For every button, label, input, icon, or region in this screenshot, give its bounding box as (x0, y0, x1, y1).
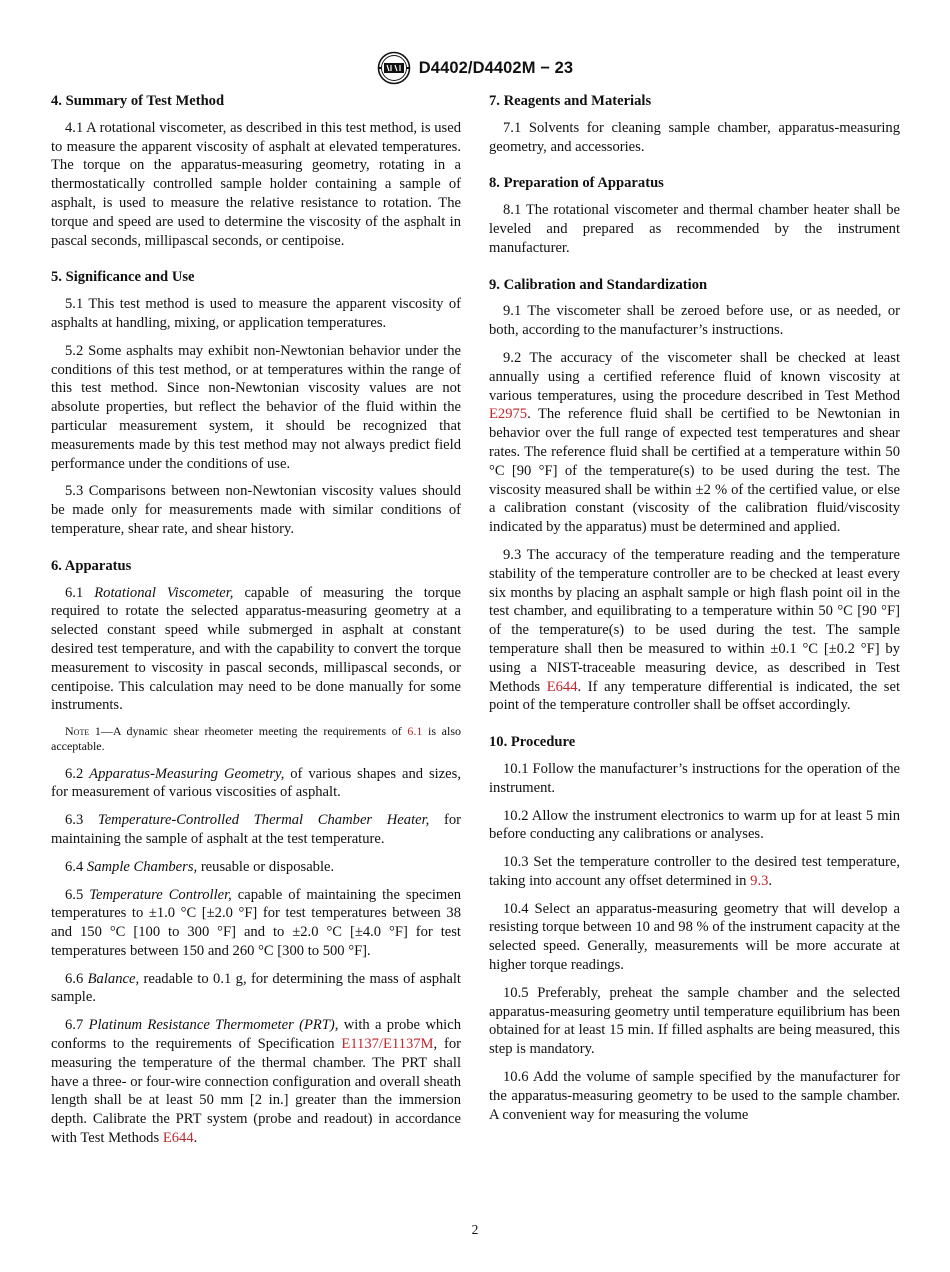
paragraph: 10.6 Add the volume of sample specified by the manufacturer for the apparatus-measuring geometry to be used to the sample chamber. A convenient way for measuring the volume (489, 1069, 900, 1123)
defined-term: Sample Chambers, (86, 858, 198, 875)
paragraph-text: . (193, 1130, 198, 1147)
paragraph (51, 886, 461, 961)
paragraph: 10.5 Preferably, preheat the sample chamber and the selected apparatus-measuring geometry until temperature equilibrium has been obtained for at least 15 min. If filled asphalts are being measured, this step is mandatory. (489, 984, 900, 1058)
defined-term: Platinum Resistance Thermometer (PRT), (88, 1017, 339, 1034)
section-title: 10. Procedure (489, 734, 576, 751)
paragraph: 5.2 Some asphalts may exhibit non-Newtonian behavior under the conditions of this test method, or at temperatures within the range of this test method. Since non-Newtonian viscosity values are not absolute properties, but reflect the behavior of the fluid within the particular measurement system, it should be recognized that measurements made by this test method may not always predict field performance under the conditions of use. (51, 342, 461, 472)
note-label: Note (65, 724, 90, 739)
section-title: 4. Summary of Test Method (51, 93, 225, 109)
paragraph-text: 9.2 The accuracy of the viscometer shall be checked at least annually using a certified reference fluid of known viscosity at various temperatures, using the procedure described in Test Method (489, 349, 900, 404)
paragraph: 10.1 Follow the manufacturer’s instructions for the operation of the instrument. (489, 760, 900, 796)
right-column (489, 92, 900, 1133)
note-text: 1—A dynamic shear rheometer meeting the requirements of (89, 724, 408, 739)
section-title: 8. Preparation of Apparatus (489, 175, 664, 192)
paragraph-number: 6.7 (65, 1017, 84, 1034)
page-number: 2 (471, 1222, 479, 1237)
paragraph-text: for maintaining the sample of asphalt at the test temperature. (51, 812, 461, 847)
paragraph: 9.1 The viscometer shall be zeroed before use, or as needed, or both, according to the manufacturer’s instructions. (489, 303, 900, 339)
paragraph: 10.4 Select an apparatus-measuring geometry that will develop a resisting torque between 10 and 98 % of the instrument capacity at the selected speed. Generally, measurements will be more accurate at higher torque readings. (489, 900, 900, 974)
paragraph: 7.1 Solvents for cleaning sample chamber, apparatus-measuring geometry, and accessories. (489, 119, 900, 155)
paragraph: 10.2 Allow the instrument electronics to warm up for at least 5 min before conducting any calibrations or analyses. (489, 807, 900, 843)
paragraph (51, 858, 461, 877)
paragraph (51, 584, 461, 716)
astm-logo-icon (377, 51, 411, 85)
paragraph (489, 853, 900, 891)
paragraph: 8.1 The rotational viscometer and thermal chamber heater shall be leveled and prepared as recommended by the instrument manufacturer. (489, 202, 900, 256)
paragraph-number: 6.3 (65, 812, 84, 829)
defined-term: Temperature-Controlled Thermal Chamber Heater, (97, 812, 430, 829)
paragraph-text: , for measuring the temperature of the thermal chamber. The PRT shall have a three- or four-wire connection configuration and overall sheath length shall be at least 50 mm [2 in.] greater than the immersion depth. Calibrate the PRT system (probe and readout) in accordance with Test Methods (51, 1036, 461, 1147)
paragraph-text: . (768, 872, 773, 889)
defined-term: Rotational Viscometer, (94, 584, 234, 601)
paragraph-text: reusable or disposable. (197, 858, 335, 875)
standard-designation: D4402/D4402M − 23 (418, 58, 574, 77)
paragraph: 4.1 A rotational viscometer, as described in this test method, is used to measure the apparent viscosity of asphalt at elevated temperatures. The torque on the apparatus-measuring geometry, rotating in a thermostatically controlled sample holder containing a sample of asphalt, is used to measure the relative resistance to rotation. The torque and speed are used to determine the viscosity of the asphalt in pascal seconds, millipascal seconds, or centipoise. (51, 119, 461, 249)
section-title: 5. Significance and Use (51, 269, 195, 286)
paragraph-number: 6.4 (65, 858, 84, 875)
paragraph-number: 6.6 (65, 970, 84, 987)
paragraph-text: capable of maintaining the specimen temperatures to ±1.0 °C [±2.0 °F] for test temperatures between 38 and 150 °C [100 to 300 °F] and to ±2.0 °C [±4.0 °F] for test temperatures between 150 and 260 °C [300 to 500 °F]. (51, 886, 461, 959)
paragraph: 5.1 This test method is used to measure the apparent viscosity of asphalts at handling, mixing, or application temperatures. (51, 296, 461, 331)
paragraph (51, 765, 461, 803)
paragraph (51, 970, 461, 1008)
cross-reference-link[interactable]: E644 (546, 678, 578, 695)
paragraph-number: 6.1 (65, 584, 84, 601)
section-title: 7. Reagents and Materials (489, 93, 652, 109)
cross-reference-link[interactable]: E644 (162, 1130, 194, 1147)
paragraph (51, 1016, 461, 1148)
note-text: is also acceptable. (51, 724, 462, 754)
paragraph (51, 811, 461, 849)
cross-reference-link[interactable]: 6.1 (407, 724, 423, 739)
defined-term: Apparatus-Measuring Geometry, (89, 765, 285, 782)
paragraph-text: . The reference fluid shall be certified to be Newtonian in behavior over the full range of expected test temperatures and shear rates. The reference fluid shall be certified at a temperature within 50 °C [90 °F] of the temperature(s) to be used during the test. The viscosity measured shall be within ±2 % of the certified value, or else a calibration constant (viscosity of the calibration fluid/viscosity indicated by the apparatus) must be determined and applied. (489, 406, 900, 536)
paragraph-text: 10.3 Set the temperature controller to the desired test temperature, taking into account any offset determined in (489, 854, 900, 889)
paragraph-number: 6.5 (65, 886, 84, 903)
paragraph-text: 9.3 The accuracy of the temperature reading and the temperature stability of the temperature controller are to be checked at least every six months by placing an asphalt sample or high flash point oil in the test chamber, and equilibrating to a temperature within 50 °C [90 °F] of the temperature(s) to be used during the test. The sample temperature shall then be measured to within ±0.1 °C [±0.2 °F] by using a NIST-traceable measuring device, as described in Test Methods (489, 546, 900, 695)
page-header (0, 50, 950, 86)
paragraph-text: . If any temperature differential is indicated, the set point of the temperature controller shall be offset accordingly. (489, 678, 901, 714)
paragraph (489, 349, 900, 537)
left-column (51, 92, 461, 1157)
cross-reference-link[interactable]: 9.3 (750, 872, 769, 889)
paragraph-text: of various shapes and sizes, for measurement of various viscosities of asphalt. (51, 765, 461, 801)
note (51, 724, 461, 754)
cross-reference-link[interactable]: E2975 (489, 406, 528, 423)
defined-term: Balance, (87, 970, 140, 987)
paragraph-number: 6.2 (65, 765, 84, 782)
paragraph: 5.3 Comparisons between non-Newtonian viscosity values should be made only for measurements made with similar conditions of temperature, shear rate, and shear history. (51, 483, 461, 537)
paragraph-text: readable to 0.1 g, for determining the mass of asphalt sample. (51, 970, 461, 1006)
paragraph-text: with a probe which conforms to the requirements of Specification (51, 1017, 461, 1053)
paragraph-text: capable of measuring the torque required to rotate the selected apparatus-measuring geometry at a selected constant speed while submerged in asphalt at constant desired test temperature, and with the capability to convert the torque measurement to viscosity in pascal seconds, millipascal seconds, or centipoise. This calculation may need to be done manually for some instruments. (51, 584, 461, 714)
defined-term: Temperature Controller, (89, 886, 232, 903)
paragraph (489, 546, 900, 715)
section-title: 9. Calibration and Standardization (489, 276, 708, 293)
cross-reference-link[interactable]: E1137/E1137M (341, 1036, 434, 1053)
section-title: 6. Apparatus (51, 557, 132, 574)
